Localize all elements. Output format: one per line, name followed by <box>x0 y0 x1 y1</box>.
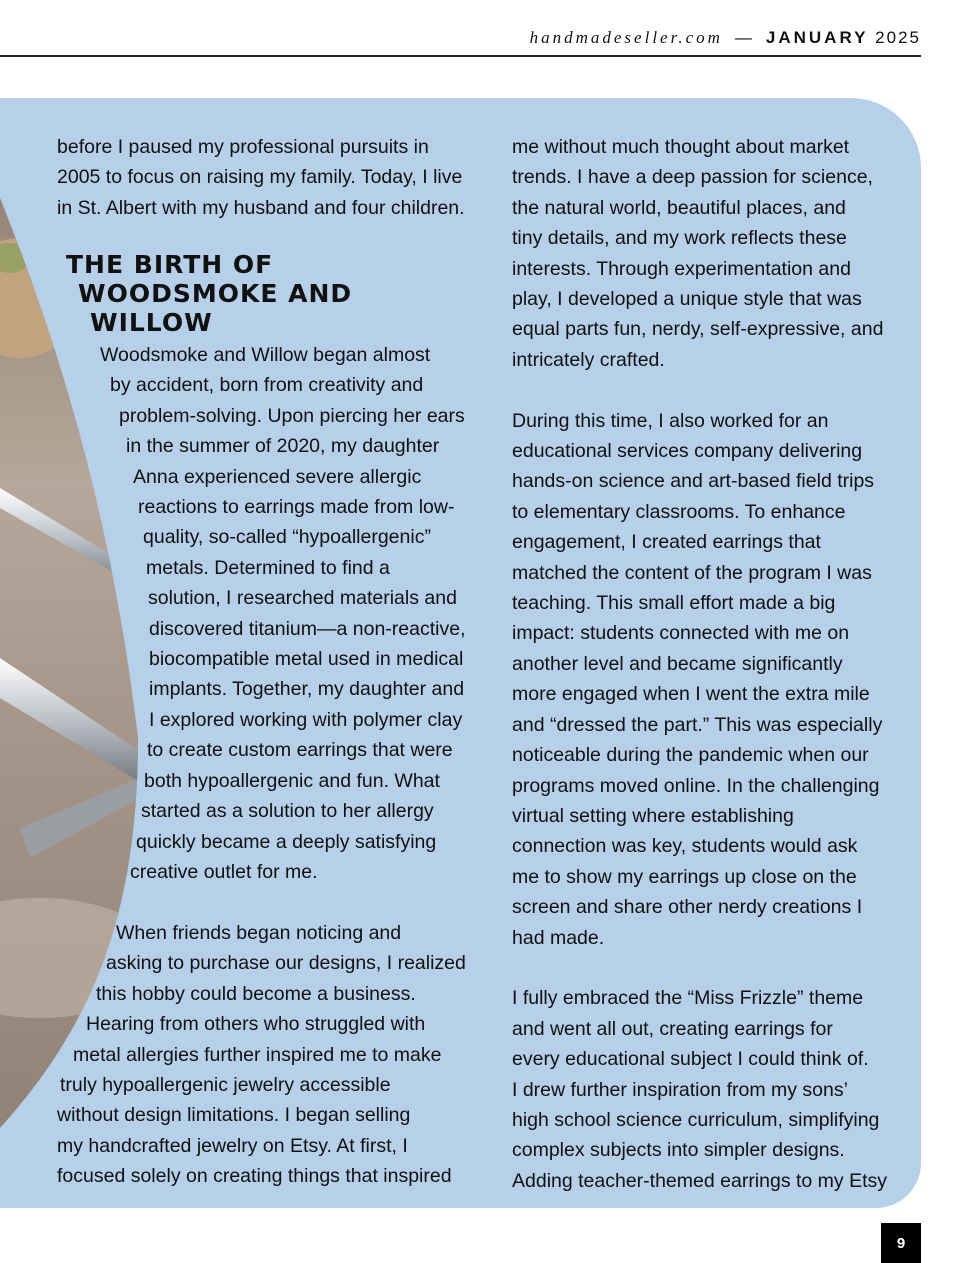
text-line: screen and share other nerdy creations I <box>512 896 863 919</box>
text-line: I explored working with polymer clay <box>149 708 463 731</box>
text-line: When friends began noticing and <box>116 922 402 944</box>
left-paragraph-1 <box>0 340 480 887</box>
text-line: teaching. This small effort made a big <box>512 592 836 615</box>
text-line: During this time, I also worked for an <box>512 409 829 432</box>
text-line: virtual setting where establishing <box>512 804 794 827</box>
article-panel <box>0 98 921 1208</box>
text-line: focused solely on creating things that inspired <box>57 1165 452 1188</box>
text-line: equal parts fun, nerdy, self-expressive, and <box>512 318 884 341</box>
text-line: metals. Determined to find a <box>146 556 390 579</box>
text-line: educational services company delivering <box>512 440 863 463</box>
text-line: interests. Through experimentation and <box>512 257 851 280</box>
text-line: every educational subject I could think of. <box>512 1048 869 1071</box>
heading-line: THE BIRTH OF <box>66 250 274 279</box>
text-line: in the summer of 2020, my daughter <box>126 435 440 458</box>
text-line: to elementary classrooms. To enhance <box>512 500 846 523</box>
header-year: 2025 <box>875 28 921 47</box>
left-paragraph-2 <box>0 918 480 1192</box>
right-column <box>512 132 892 1196</box>
text-line: implants. Together, my daughter and <box>149 678 465 701</box>
text-line: before I paused my professional pursuits in <box>57 136 429 158</box>
running-header <box>0 28 921 57</box>
text-line: tiny details, and my work reflects these <box>512 227 847 250</box>
section-heading <box>66 250 352 337</box>
text-line: truly hypoallergenic jewelry accessible <box>60 1074 391 1097</box>
text-line: my handcrafted jewelry on Etsy. At first, I <box>57 1134 408 1157</box>
text-line: discovered titanium—a non-reactive, <box>149 617 466 640</box>
text-line: reactions to earrings made from low- <box>138 496 455 519</box>
text-line: Anna experienced severe allergic <box>133 465 422 488</box>
paragraph-gap <box>512 375 892 405</box>
text-line: both hypoallergenic and fun. What <box>144 769 440 792</box>
text-line: biocompatible metal used in medical <box>149 648 464 671</box>
left-intro <box>57 132 477 223</box>
text-line: solution, I researched materials and <box>148 587 457 610</box>
text-line: started as a solution to her allergy <box>141 800 434 823</box>
text-line: I fully embraced the “Miss Frizzle” theme <box>512 987 864 1010</box>
text-line: noticeable during the pandemic when our <box>512 744 869 767</box>
text-line: another level and became significantly <box>512 652 843 675</box>
text-line: to create custom earrings that were <box>147 739 453 762</box>
text-line: trends. I have a deep passion for science, <box>512 166 873 189</box>
text-line: me to show my earrings up close on the <box>512 865 857 888</box>
text-line: and went all out, creating earrings for <box>512 1017 833 1040</box>
text-line: more engaged when I went the extra mile <box>512 683 870 706</box>
text-line: and “dressed the part.” This was especially <box>512 713 883 736</box>
text-line: high school science curriculum, simplifying <box>512 1108 880 1131</box>
text-line: hands-on science and art-based field trips <box>512 470 875 493</box>
text-line: I drew further inspiration from my sons’ <box>512 1078 848 1101</box>
text-line: metal allergies further inspired me to make <box>73 1043 442 1066</box>
text-line: impact: students connected with me on <box>512 622 850 645</box>
text-line: the natural world, beautiful places, and <box>512 196 846 219</box>
text-line: programs moved online. In the challenging <box>512 774 880 797</box>
text-line: asking to purchase our designs, I realized <box>106 952 466 975</box>
text-line: play, I developed a unique style that was <box>512 288 862 311</box>
site-name: handmadeseller.com <box>529 28 723 47</box>
text-line: quickly became a deeply satisfying <box>136 830 437 853</box>
text-line: 2005 to focus on raising my family. Today, I live <box>57 166 463 189</box>
text-line: this hobby could become a business. <box>96 982 416 1005</box>
text-line: me without much thought about market <box>512 136 850 158</box>
page-number: 9 <box>881 1223 921 1263</box>
header-separator: — <box>734 28 754 47</box>
heading-line: WILLOW <box>90 308 213 337</box>
paragraph-gap <box>512 953 892 983</box>
text-line: problem-solving. Upon piercing her ears <box>119 404 465 427</box>
text-line: Adding teacher-themed earrings to my Etsy <box>512 1169 888 1192</box>
text-line: Hearing from others who struggled with <box>86 1013 426 1036</box>
text-line: creative outlet for me. <box>130 860 318 883</box>
text-line: in St. Albert with my husband and four children. <box>57 196 465 219</box>
text-line: intricately crafted. <box>512 348 665 371</box>
text-line: engagement, I created earrings that <box>512 531 821 554</box>
heading-line: WOODSMOKE AND <box>78 279 353 308</box>
text-line: connection was key, students would ask <box>512 835 858 858</box>
text-line: Woodsmoke and Willow began almost <box>100 344 431 366</box>
text-line: by accident, born from creativity and <box>110 374 424 397</box>
text-line: without design limitations. I began selling <box>57 1104 411 1127</box>
text-line: matched the content of the program I was <box>512 561 872 584</box>
text-line: had made. <box>512 926 605 949</box>
text-line: quality, so-called “hypoallergenic” <box>143 526 431 549</box>
text-line: complex subjects into simpler designs. <box>512 1139 845 1162</box>
header-month: JANUARY <box>765 28 869 47</box>
